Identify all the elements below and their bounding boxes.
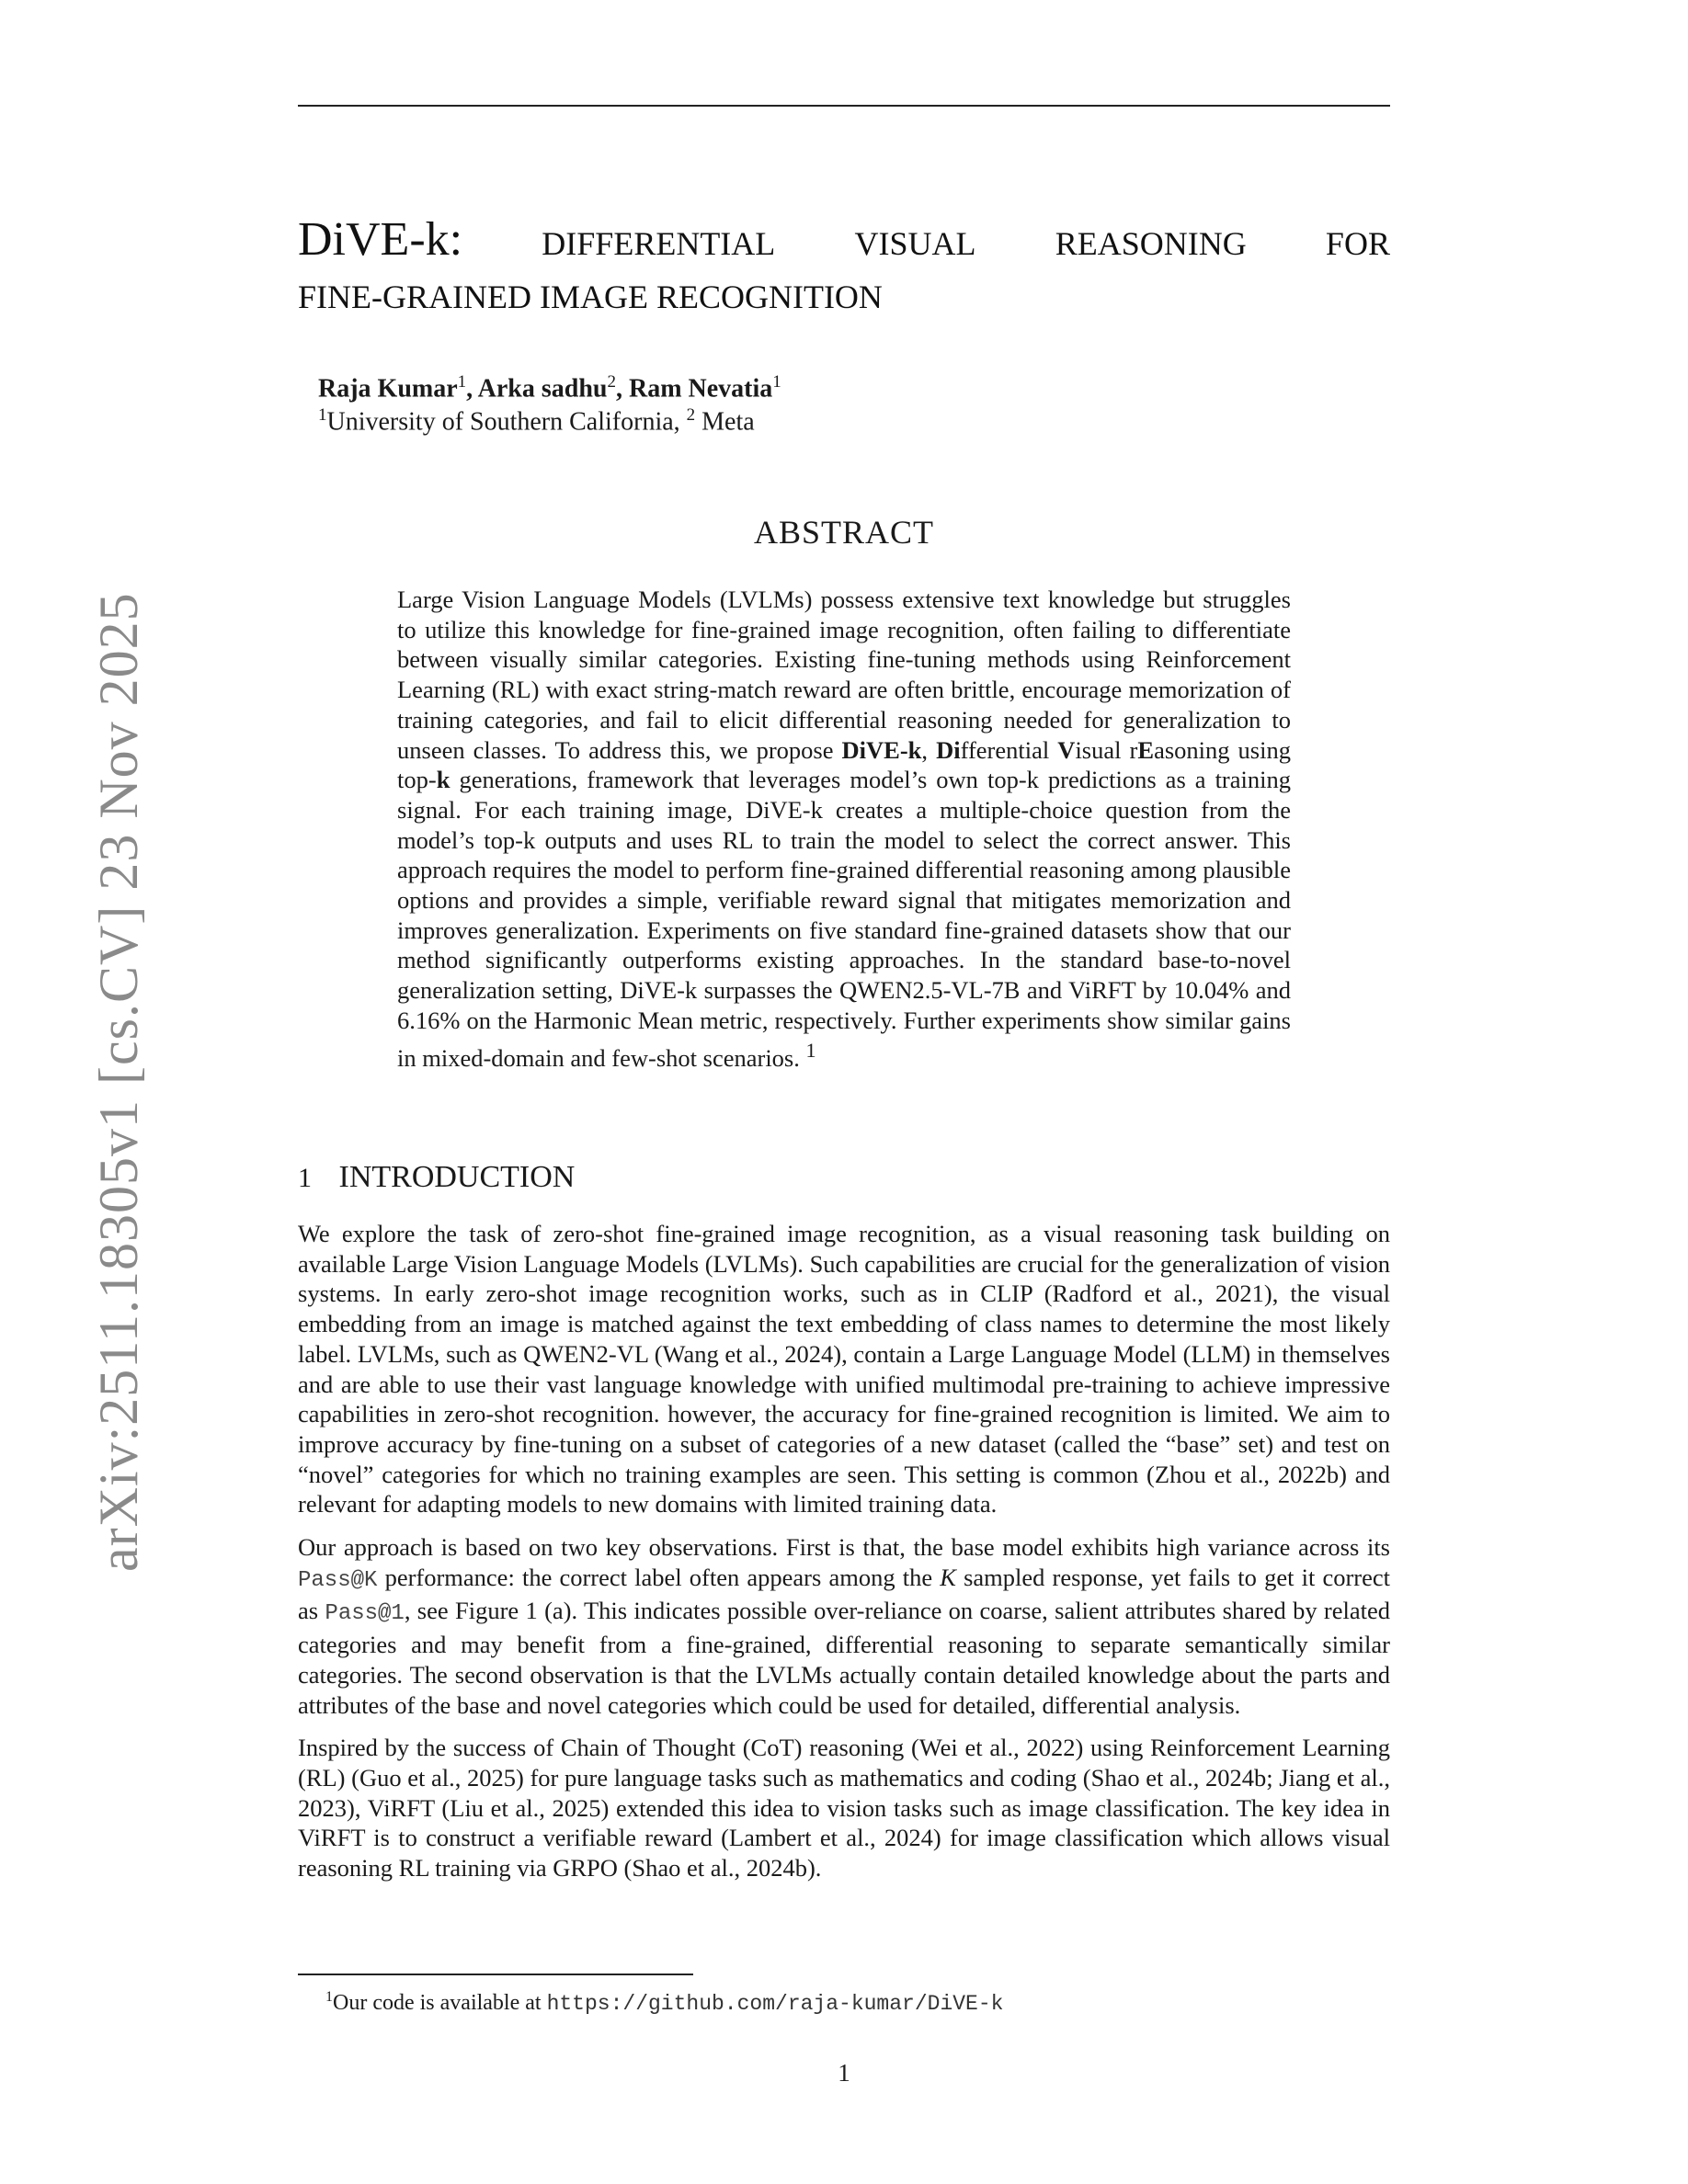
affiliation-meta: Meta: [701, 407, 755, 437]
author-name: Arka sadhu: [477, 374, 608, 404]
method-name: DiVE-k: [841, 735, 922, 764]
paragraph: Inspired by the success of Chain of Thought (CoT) reasoning (Wei et al., 2022) using Reinforcement Learning (RL) (Guo et al., 2025) for pure language tasks such as mathematics and coding (Shao et al., 2024b; Jiang et al., 2023), ViRFT (Liu et al., 2025) extended this idea to vision tasks such as image classification. The key idea in ViRFT is to construct a verifiable reward (Lambert et al., 2024) for image classification which allows visual reasoning RL training via GRPO (Shao et al., 2024b).: [298, 1734, 1390, 1883]
footnote-marker[interactable]: 1: [805, 1038, 816, 1062]
author-name: Raja Kumar: [318, 374, 458, 404]
title-word: DIFFERENTIAL: [542, 225, 776, 262]
paragraph: Our approach is based on two key observations. First is that, the base model exhibits high variance across its Pass@K performance: the correct label often appears among the K sampled response, yet fails to get it correct as Pass@1, see Figure 1 (a). This indicates possible over-reliance on coarse, salient attributes shared by related categories and may benefit from a fine-grained, differential reasoning to separate semantically similar categories. The second observation is that the LVLMs actually contain detailed knowledge about the parts and attributes of the base and novel categories which could be used for detailed, differential analysis.: [298, 1533, 1391, 1719]
author-affiliation-mark: 2: [607, 372, 616, 392]
title-word: REASONING: [1055, 225, 1247, 262]
footnote-rule: [298, 1974, 693, 1975]
footnote: $^1$Our code is available at https://github.com/raja-kumar/DiVE-k: [325, 1989, 1004, 2016]
author-affiliation-mark: 1: [457, 372, 467, 392]
title-word: DiVE-k:: [298, 213, 463, 266]
author-name: Ram Nevatia: [628, 374, 773, 404]
paragraph: We explore the task of zero-shot fine-grained image recognition, as a visual reasoning task building on available Large Vision Language Models (LVLMs). Such capabilities are crucial for the generalization of vision systems. In early zero-shot image recognition works, such as in CLIP (Radford et al., 2021), the visual embedding from an image is matched against the text embedding of class names to determine the most likely label. LVLMs, such as QWEN2-VL (Wang et al., 2024), contain a Large Language Model (LLM) in themselves and are able to use their vast language knowledge with unified multimodal pre-training to achieve impressive capabilities in zero-shot recognition. however, the accuracy for fine-grained recognition is limited. We aim to improve accuracy by fine-tuning on a subset of categories of a new dataset (called the “base” set) and test on “novel” categories for which no training examples are seen. This setting is common (Zhou et al., 2022b) and relevant for adapting models to new domains with limited training data.: [298, 1220, 1390, 1519]
title-line-2: FINE-GRAINED IMAGE RECOGNITION: [298, 279, 883, 315]
author-list: Raja Kumar$^1$, Arka sadhu$^2$, Ram Nevatia$^1$: [318, 372, 781, 404]
page-number: 1: [838, 2059, 850, 2087]
section-title: INTRODUCTION: [338, 1160, 576, 1194]
header-rule: [298, 105, 1390, 107]
section-number: 1: [298, 1163, 312, 1193]
affiliations: $^1$University of Southern California, $^2$ Meta: [318, 405, 755, 437]
title-word: FOR: [1325, 225, 1390, 262]
paper-title: [298, 213, 1390, 324]
abstract-heading: [0, 513, 1688, 552]
code-link[interactable]: https://github.com/raja-kumar/DiVE-k: [546, 1992, 1004, 2016]
section-heading-introduction: [298, 1160, 575, 1195]
introduction-body: [298, 1219, 1390, 1896]
author-affiliation-mark: 1: [772, 372, 781, 392]
abstract-heading-text: ABSTRACT: [753, 514, 935, 551]
affiliation-usc: University of Southern California,: [326, 407, 680, 437]
title-word: VISUAL: [854, 225, 976, 262]
abstract-text: Large Vision Language Models (LVLMs) possess extensive text knowledge but struggles to utilize this knowledge for fine-grained image recognition, often failing to differentiate between visually similar categories. Existing fine-tuning methods using Reinforcement Learning (RL) with exact string-match reward are often brittle, encourage memorization of training categories, and fail to elicit differential reasoning needed for generalization to unseen classes. To address this, we propose DiVE-k, Differential Visual rEasoning using top-k generations, framework that leverages model’s own top-k predictions as a training signal. For each training image, DiVE-k creates a multiple-choice question from the model’s top-k outputs and uses RL to train the model to select the correct answer. This approach requires the model to perform fine-grained differential reasoning among plausible options and provides a simple, verifiable reward signal that mitigates memorization and improves generalization. Experiments on five standard fine-grained datasets show that our method significantly outperforms existing approaches. In the standard base-to-novel generalization setting, DiVE-k surpasses the QWEN2.5-VL-7B and ViRFT by 10.04% and 6.16% on the Harmonic Mean metric, respectively. Further experiments show similar gains in mixed-domain and few-shot scenarios. $^1$: [397, 586, 1291, 1072]
arxiv-identifier: arXiv:2511.18305v1 [cs.CV] 23 Nov 2025: [88, 592, 149, 1572]
